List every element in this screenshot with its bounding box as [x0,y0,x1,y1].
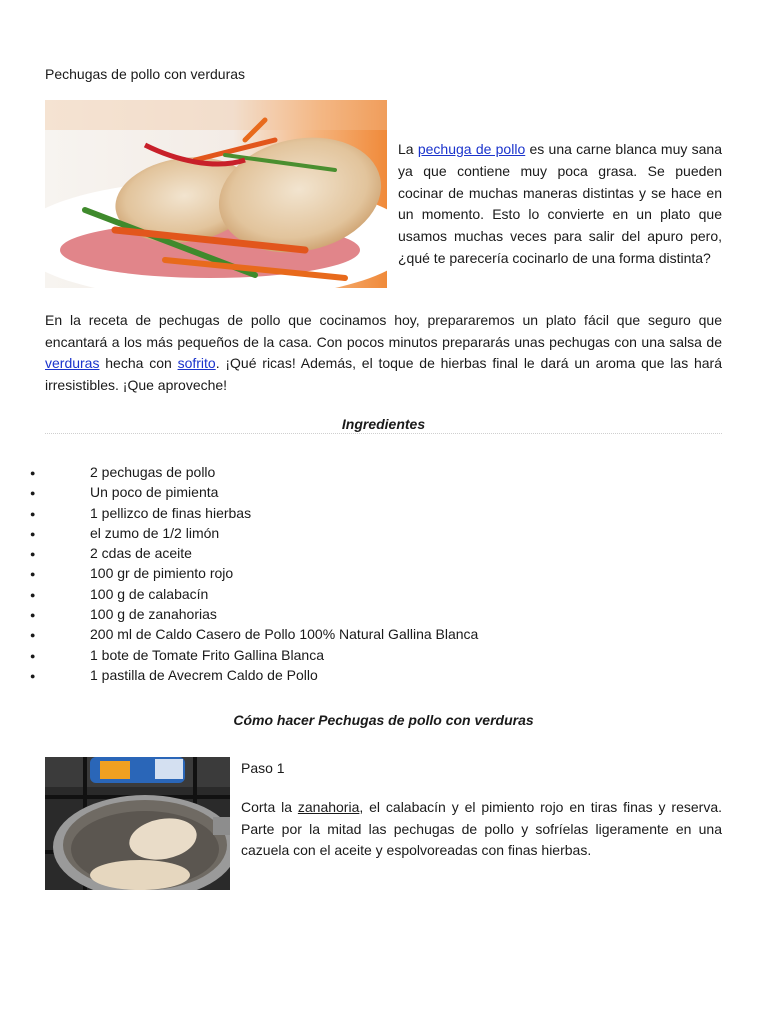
link-zanahoria[interactable]: zanahoria [297,799,360,815]
section-divider [45,433,722,434]
ingredient-item [0,584,768,604]
ingredient-text: 2 cdas de aceite [90,545,192,562]
bullet-icon: ● [30,508,36,519]
bullet-icon: ● [30,488,36,499]
bullet-icon: ● [30,549,36,560]
bullet-icon: ● [30,630,36,641]
ingredient-item [0,563,768,583]
page-title: Pechugas de pollo con verduras [45,66,246,82]
ingredient-text: 1 pellizco de finas hierbas [90,504,252,521]
how-to-heading: Cómo hacer Pechugas de pollo con verduras [233,712,534,728]
intro-text: La pechuga de pollo es una carne blanca muy sana ya que contiene muy poca grasa. Se pueden cocinar de muchas maneras distintas y se hace en un momento. Esto lo convierte en un plato que usamos muchas veces para salir del apuro pero, ¿qué te parecería cocinarlo de una forma distinta? [398,141,722,266]
bullet-icon: ● [30,528,36,539]
ingredient-item [0,482,768,502]
ingredient-item [0,503,768,523]
ingredient-text: 200 ml de Caldo Casero de Pollo 100% Natural Gallina Blanca [90,626,479,643]
bullet-icon: ● [30,610,36,621]
chicken-dish-photo [45,100,387,288]
ingredient-item [0,665,768,685]
bullet-icon: ● [30,468,36,478]
ingredients-list [0,462,768,685]
ingredient-text: 100 g de calabacín [90,585,209,602]
step-1-photo [45,757,230,890]
ingredient-item [0,543,768,563]
link-pechuga-de-pollo[interactable]: pechuga de pollo [417,141,526,157]
step-1-text: Corta la zanahoria, el calabacín y el pimiento rojo en tiras finas y reserva. Parte por la mitad las pechugas de pollo y sofríelas ligeramente en una cazuela con el aceite y espolvoreadas con finas hierbas. [241,799,722,859]
ingredient-item [0,604,768,624]
ingredient-text: 100 gr de pimiento rojo [90,565,234,582]
ingredient-text: el zumo de 1/2 limón [90,524,220,541]
bullet-icon: ● [30,670,36,681]
ingredient-item [0,624,768,644]
ingredient-text: 100 g de zanahorias [90,606,217,623]
bullet-icon: ● [30,569,36,580]
ingredient-item [0,462,768,482]
ingredient-text: 1 bote de Tomate Frito Gallina Blanca [90,646,324,663]
ingredients-heading: Ingredientes [341,416,426,432]
ingredient-item [0,523,768,543]
ingredient-text: 2 pechugas de pollo [90,464,216,480]
step-1-label: Paso 1 [241,760,285,776]
description-paragraph: En la receta de pechugas de pollo que cocinamos hoy, prepararemos un plato fácil que seguro que encantará a los más pequeños de la casa. Con pocos minutos prepararás unas pechugas con una salsa de verduras hecha con sofrito. ¡Qué ricas! Además, el toque de hierbas final le dará un aroma que las hará irresistibles. ¡Que aproveche! [45,312,722,393]
link-verduras[interactable]: verduras [45,355,100,371]
bullet-icon: ● [30,589,36,600]
ingredient-text: Un poco de pimienta [90,484,219,501]
link-sofrito[interactable]: sofrito [177,355,216,371]
ingredient-item [0,645,768,665]
bullet-icon: ● [30,650,36,661]
ingredient-text: 1 pastilla de Avecrem Caldo de Pollo [90,666,318,683]
